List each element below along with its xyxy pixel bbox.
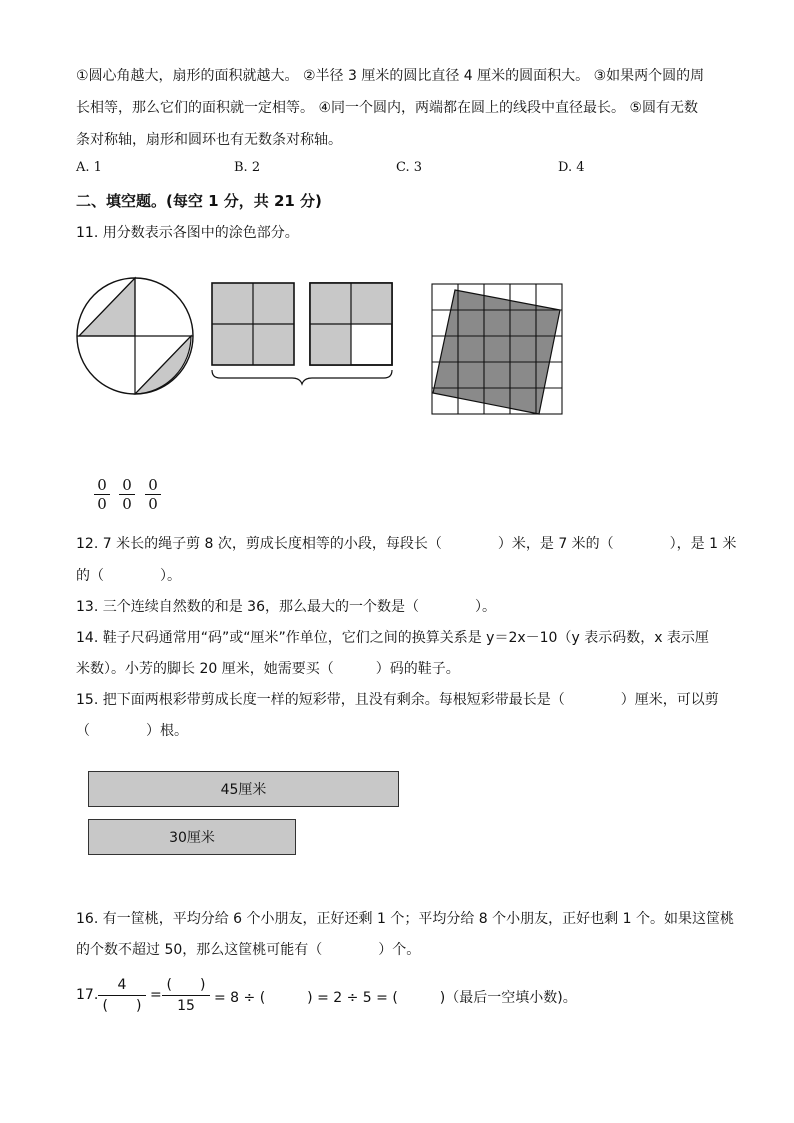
answer-fraction-2[interactable] [119, 476, 135, 513]
ribbon-30cm [88, 819, 296, 855]
fraction-denominator: 0 [122, 495, 132, 513]
answer-fraction-3[interactable] [145, 476, 161, 513]
fraction-numerator: 4 [98, 975, 146, 996]
q11-text: 11. 用分数表示各图中的涂色部分。 [76, 225, 299, 241]
q17-fraction-1[interactable] [98, 975, 146, 1016]
q15-line-2: （ ）根。 [76, 723, 188, 739]
square-figure-2 [310, 283, 392, 365]
option-c[interactable]: C. 3 [396, 160, 423, 175]
option-a[interactable]: A. 1 [76, 160, 102, 175]
q12-line-2: 的（ ）。 [76, 568, 181, 584]
option-d[interactable]: D. 4 [558, 160, 585, 175]
q16-line-2: 的个数不超过 50，那么这筐桃可能有（ ）个。 [76, 942, 421, 958]
q14-line-1: 14. 鞋子尺码通常用“码”或“厘米”作单位，它们之间的换算关系是 y＝2x－10（y 表示码数，x 表示厘 [76, 630, 709, 646]
answer-fraction-1[interactable] [94, 476, 110, 513]
q15-line-1: 15. 把下面两根彩带剪成长度一样的短彩带，且没有剩余。每根短彩带最长是（ ）厘米，可以剪 [76, 692, 719, 708]
circle-figure [77, 278, 193, 394]
square-figure-1 [212, 283, 294, 365]
fraction-denominator: 0 [148, 495, 158, 513]
q17-number: 17. [76, 987, 99, 1003]
q11-figures [0, 260, 794, 430]
fraction-denominator: 15 [177, 998, 195, 1014]
fraction-numerator: 0 [119, 476, 135, 495]
ribbon-label: 30厘米 [169, 830, 215, 846]
statement-line-3: 条对称轴，扇形和圆环也有无数条对称轴。 [76, 132, 342, 148]
fraction-numerator: ( ) [162, 975, 210, 996]
q17-fraction-2[interactable] [162, 975, 210, 1016]
grid-figure [432, 284, 562, 414]
fraction-numerator: 0 [145, 476, 161, 495]
q17-rest: = 8 ÷ ( ) = 2 ÷ 5 = ( )（最后一空填小数)。 [214, 990, 577, 1006]
statement-line-2: 长相等，那么它们的面积就一定相等。 ④同一个圆内，两端都在圆上的线段中直径最长。 ⑤圆有无数 [76, 100, 698, 116]
brace [212, 370, 392, 384]
fraction-numerator: 0 [94, 476, 110, 495]
statement-line-1: ①圆心角越大，扇形的面积就越大。 ②半径 3 厘米的圆比直径 4 厘米的圆面积大。 ③如果两个圆的周 [76, 68, 705, 84]
ribbon-label: 45厘米 [220, 782, 267, 798]
q14-line-2: 米数）。小芳的脚长 20 厘米，她需要买（ ）码的鞋子。 [76, 661, 460, 677]
ribbon-45cm [88, 771, 399, 807]
q17-equals: = [150, 987, 162, 1003]
section-title: 二、填空题。(每空 1 分，共 21 分) [76, 192, 322, 210]
fraction-denominator: ( ) [102, 998, 142, 1014]
q13-text: 13. 三个连续自然数的和是 36，那么最大的一个数是（ ）。 [76, 599, 496, 615]
option-b[interactable]: B. 2 [234, 160, 261, 175]
q16-line-1: 16. 有一筐桃，平均分给 6 个小朋友，正好还剩 1 个；平均分给 8 个小朋友，正好也剩 1 个。如果这筐桃 [76, 911, 734, 927]
fraction-denominator: 0 [97, 495, 107, 513]
q12-line-1: 12. 7 米长的绳子剪 8 次，剪成长度相等的小段，每段长（ ）米，是 7 米的（ ），是 1 米 [76, 536, 737, 552]
